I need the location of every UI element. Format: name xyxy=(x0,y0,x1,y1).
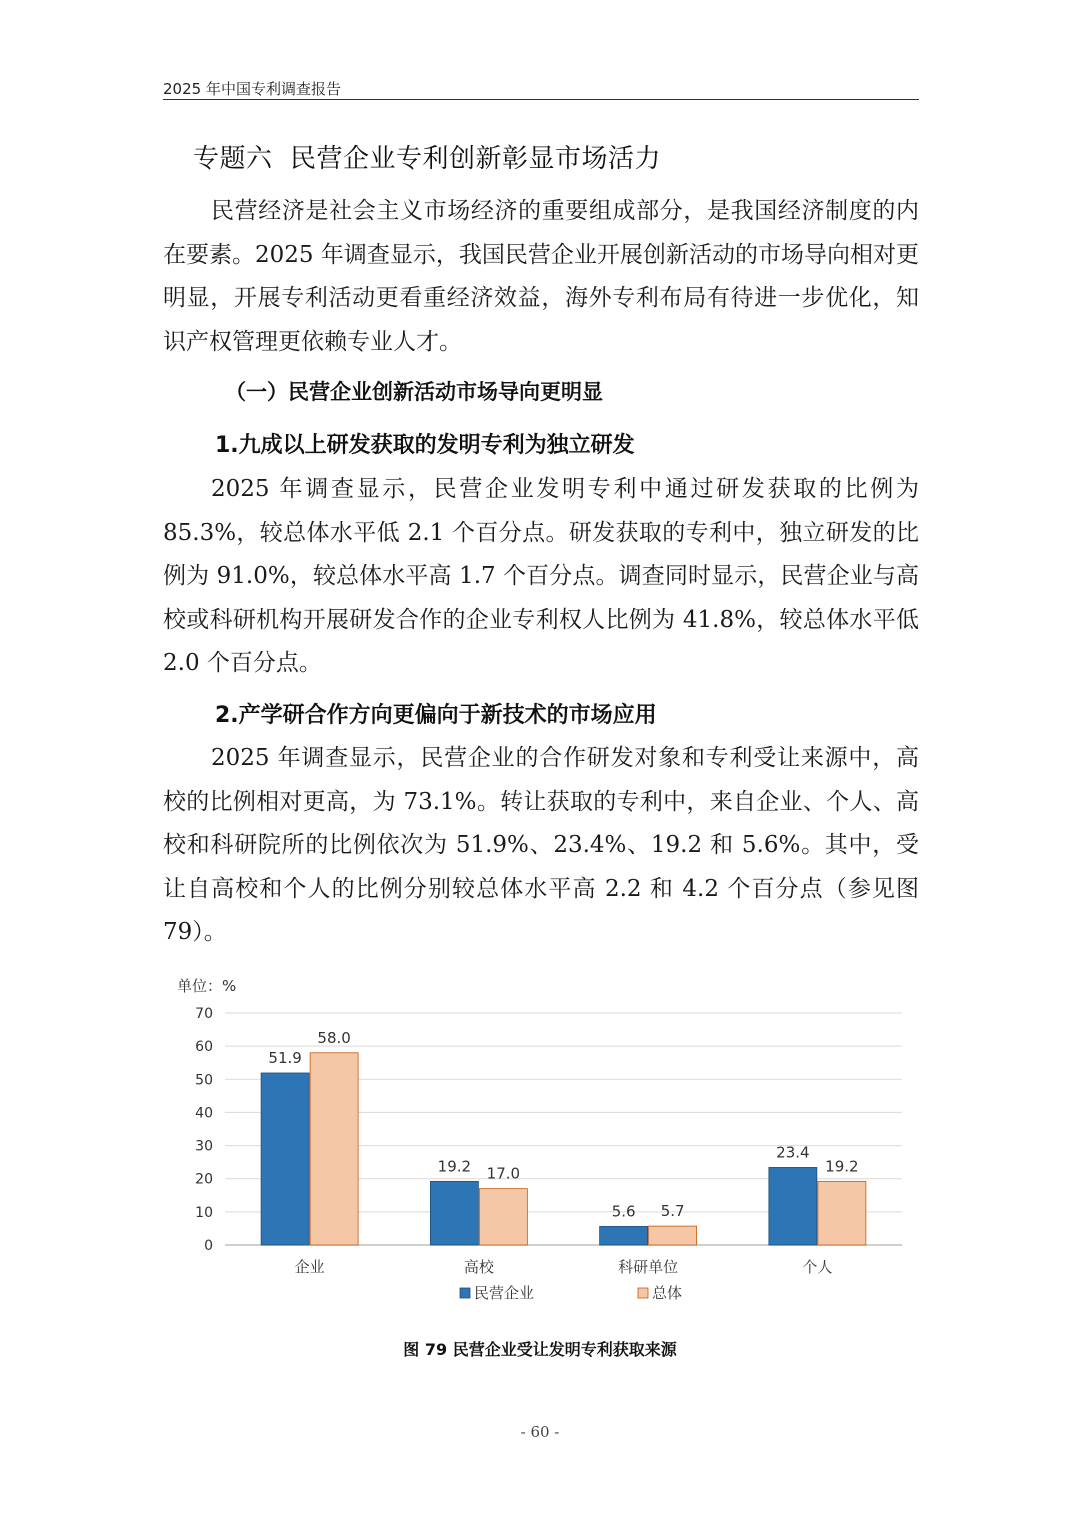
legend-label: 民营企业 xyxy=(474,1284,535,1302)
bar-overall xyxy=(479,1189,527,1245)
figure-caption: 图 79 民营企业受让发明专利获取来源 xyxy=(403,1340,677,1359)
bar-primary xyxy=(261,1073,309,1245)
data-label: 19.2 xyxy=(437,1157,472,1176)
header-rule xyxy=(163,99,919,100)
legend-label: 总体 xyxy=(652,1284,683,1302)
section-title: 专题六 民营企业专利创新彰显市场活力 xyxy=(193,144,662,174)
point2-paragraph: 2025 年调查显示，民营企业的合作研发对象和专利受让来源中，高校的比例相对更高，为 73.1%。转让获取的专利中，来自企业、个人、高校和科研院所的比例依次为 51.9%、23.4%、19.2 和 5.6%。其中，受让自高校和个人的比例分别较总体水平高 2.2 和 4.2 个百分点（参见图 79）。 xyxy=(163,745,919,946)
y-tick-label: 70 xyxy=(195,1006,213,1022)
data-label: 23.4 xyxy=(776,1143,810,1162)
point1-heading: 1.九成以上研发获取的发明专利为独立研发 xyxy=(215,433,635,458)
legend-swatch xyxy=(460,1288,470,1298)
y-tick-label: 30 xyxy=(195,1138,213,1155)
bar-primary xyxy=(600,1226,648,1245)
data-label: 51.9 xyxy=(268,1048,302,1067)
y-tick-label: 0 xyxy=(204,1238,213,1254)
data-label: 5.6 xyxy=(611,1202,636,1221)
x-tick-label: 个人 xyxy=(802,1258,833,1276)
bar-primary xyxy=(430,1181,478,1245)
bar-overall xyxy=(310,1053,358,1245)
unit-label: 单位：% xyxy=(177,977,237,995)
data-label: 17.0 xyxy=(486,1164,521,1183)
running-header: 2025 年中国专利调查报告 xyxy=(163,80,341,98)
intro-paragraph: 民营经济是社会主义市场经济的重要组成部分，是我国经济制度的内在要素。2025 年调查显示，我国民营企业开展创新活动的市场导向相对更明显，开展专利活动更看重经济效益，海外专利布局有待进一步优化，知识产权管理更依赖专业人才。 xyxy=(163,198,919,355)
x-tick-label: 高校 xyxy=(463,1258,494,1276)
bar-overall xyxy=(649,1226,697,1245)
data-label: 58.0 xyxy=(317,1028,351,1047)
y-tick-label: 50 xyxy=(195,1072,213,1089)
point1-paragraph: 2025 年调查显示，民营企业发明专利中通过研发获取的比例为 85.3%，较总体水平低 2.1 个百分点。研发获取的专利中，独立研发的比例为 91.0%，较总体水平高 1.7 个百分点。调查同时显示，民营企业与高校或科研机构开展研发合作的企业专利权人比例为 41.8%，较总体水平低 2.0 个百分点。 xyxy=(163,476,919,677)
y-tick-label: 20 xyxy=(195,1171,213,1188)
bar-chart xyxy=(163,968,919,1313)
y-tick-label: 40 xyxy=(195,1105,213,1122)
y-tick-label: 10 xyxy=(195,1204,213,1221)
page-number: - 60 - xyxy=(520,1423,560,1441)
legend-swatch xyxy=(638,1288,648,1298)
x-tick-label: 科研单位 xyxy=(618,1258,679,1276)
point2-heading: 2.产学研合作方向更偏向于新技术的市场应用 xyxy=(215,703,657,728)
x-tick-label: 企业 xyxy=(294,1258,325,1276)
subsection-heading: （一）民营企业创新活动市场导向更明显 xyxy=(225,380,603,404)
y-tick-label: 60 xyxy=(195,1039,213,1056)
bar-overall xyxy=(818,1181,866,1245)
data-label: 19.2 xyxy=(825,1157,859,1176)
data-label: 5.7 xyxy=(660,1202,685,1221)
bar-primary xyxy=(769,1167,817,1245)
